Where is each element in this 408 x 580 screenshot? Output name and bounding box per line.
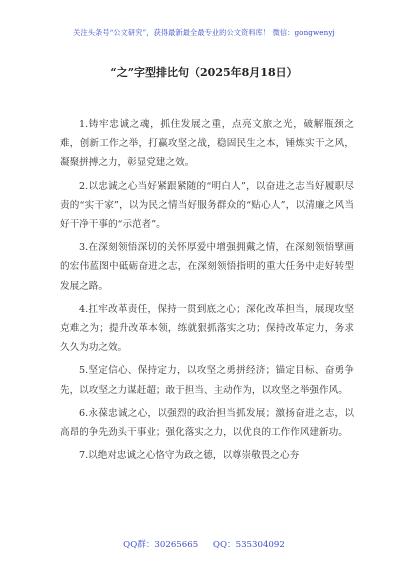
footer-contact — [0, 538, 408, 550]
paragraph: 3.在深刻领悟深切的关怀厚爱中增强拥戴之情，在深刻领悟擘画的宏伟蓝图中砥砺奋进之志，在深刻领悟指明的重大任务中走好转型发展之路。 — [60, 242, 354, 292]
paragraph: 4.扛牢改革责任，保持一贯到底之心；深化改革担当，展现攻坚克难之为；提升改革本领，练就狠抓落实之功；保持改革定力，务求久久为功之效。 — [60, 303, 354, 354]
paragraph: 7.以绝对忠诚之心恪守为政之德，以尊崇敬畏之心夯 — [79, 450, 300, 462]
footer-qq: QQ：535304092 — [212, 540, 285, 550]
header-banner: 关注头条号“公文研究”，获得最新最全最专业的公文资料库！ 微信：gongwenyj — [73, 28, 335, 37]
footer-qq-group: QQ群：30265665 — [123, 540, 199, 550]
paragraph: 2.以忠诚之心当好紧跟紧随的“明白人”，以奋进之志当好履职尽责的“实干家”，以为民之情当好服务群众的“贴心人”，以清廉之风当好干净干事的“示范者”。 — [60, 180, 354, 231]
document-body — [60, 115, 354, 469]
paragraph: 1.铸牢忠诚之魂，抓住发展之重，点亮文旅之光，破解瓶颈之难，创新工作之举，打赢攻坚之战，稳固民生之本，锤炼实干之风，凝聚拼搏之力，彰显党建之效。 — [60, 119, 354, 169]
paragraph: 5.坚定信心、保持定力，以攻坚之勇拼经济；锚定目标、奋勇争先，以攻坚之力谋赶超；敢于担当、主动作为，以攻坚之举强作风。 — [60, 365, 354, 396]
paragraph: 6.永葆忠诚之心，以强烈的政治担当抓发展；激扬奋进之志，以高昂的争先劲头干事业；强化落实之力，以优良的工作作风建新功。 — [60, 407, 354, 439]
document-title: “之”字型排比句（2025年8月18日） — [110, 66, 298, 79]
